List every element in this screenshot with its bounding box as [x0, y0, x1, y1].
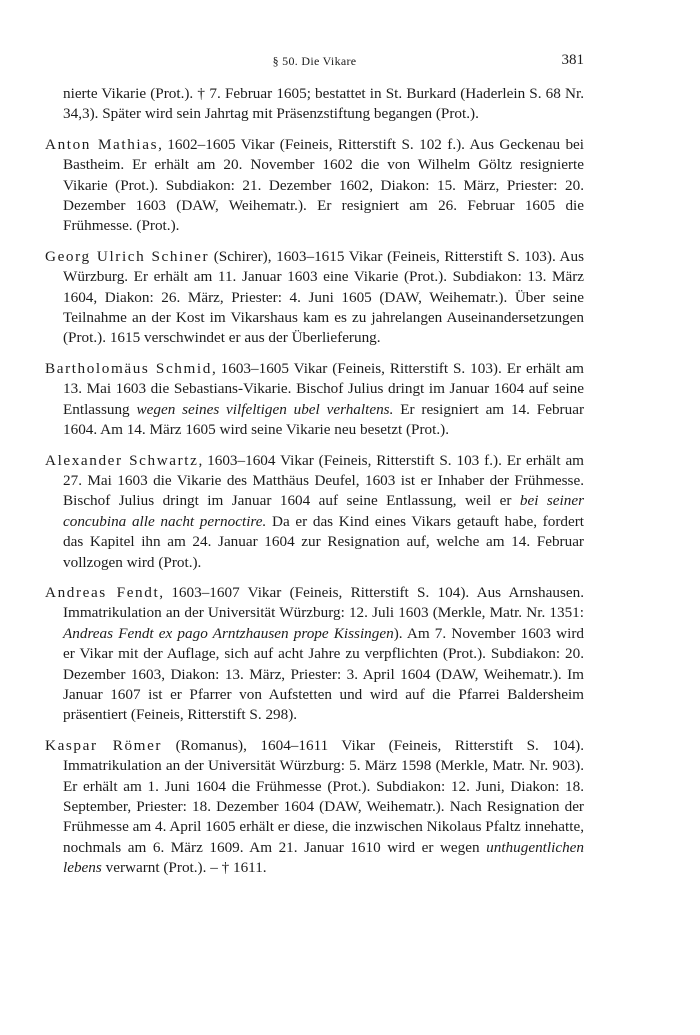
entry-text: Er resigniert am 14. Februar 1604. Am 14. März 1605 wird seine Vikarie neu besetzt (Prot.).: [63, 400, 584, 439]
entry-georg-ulrich-schiner: [45, 247, 584, 349]
source-quote: wegen seines vilfeltigen ubel verhaltens.: [136, 400, 394, 418]
entry-text: (Schirer), 1603–1615 Vikar (Feineis, Ritterstift S. 103). Aus Würzburg. Er erhält am 11. Januar 1603 eine Vikarie (Prot.). Subdiakon: 13. März 1604, Diakon: 26. März, Priester: 4. Juni 1605 (DAW, Weihematr.). Über seine Teilnahme an der Kost im Vikarshaus kam es zu jahrelangen Auseinandersetzungen (Prot.). 1615 verschwindet er aus der Überlieferung.: [63, 247, 584, 347]
source-quote: Andreas Fendt ex pago Arntzhausen prope Kissingen: [63, 624, 394, 642]
continued-entry: [45, 84, 584, 125]
entry-name: Bartholomäus Schmid: [45, 359, 212, 377]
text-body: [45, 84, 584, 879]
entry-anton-mathias: [45, 135, 584, 237]
entry-text: , 1603–1605 Vikar (Feineis, Ritterstift S. 103). Er erhält am 13. Mai 1603 die Sebastians-Vikarie. Bischof Julius dringt im Januar 1604 auf seine Entlassung: [63, 359, 584, 418]
entry-kaspar-roemer: [45, 736, 584, 879]
entry-text: , 1602–1605 Vikar (Feineis, Ritterstift S. 102 f.). Aus Geckenau bei Bastheim. Er erhält am 20. November 1602 die von Wilhelm Göltz resignierte Vikarie (Prot.). Subdiakon: 21. Dezember 1602, Diakon: 15. März, Priester: 20. Dezember 1603 (DAW, Weihematr.). Er resigniert am 26. Februar 1605 die Frühmesse. (Prot.).: [63, 135, 585, 235]
entry-text: , 1603–1604 Vikar (Feineis, Ritterstift S. 103 f.). Er erhält am 27. Mai 1603 die Vikarie des Matthäus Deufel, 1603 ist er Inhaber der Frühmesse. Bischof Julius dringt im Januar 1604 auf seine Entlassung, weil er: [63, 451, 584, 510]
entry-text: Da er das Kind eines Vikars getauft habe, fordert das Kapitel ihn am 24. Januar 1604 zur Resignation auf, welche am 14. Februar vollzogen wird (Prot.).: [63, 512, 584, 571]
page-number: 381: [561, 52, 584, 68]
entry-name: Kaspar Römer: [45, 736, 163, 754]
entry-text: verwarnt (Prot.). – † 1611.: [101, 859, 267, 877]
entry-name: Anton Mathias: [45, 135, 159, 153]
section-title: § 50. Die Vikare: [272, 54, 357, 68]
entry-bartholomaeus-schmid: [45, 359, 584, 441]
entry-text: , 1603–1607 Vikar (Feineis, Ritterstift S. 104). Aus Arnshausen. Immatrikulation an der Universität Würzburg: 12. Juli 1603 (Merkle, Matr. Nr. 1351:: [63, 583, 584, 622]
entry-text: (Romanus), 1604–1611 Vikar (Feineis, Ritterstift S. 104). Immatrikulation an der Universität Würzburg: 5. März 1598 (Merkle, Matr. Nr. 903). Er erhält am 1. Juni 1604 die Frühmesse (Prot.). Subdiakon: 12. Juni, Diakon: 18. September, Priester: 18. Dezember 1604 (DAW, Weihematr.). Nach Resignation der Frühmesse am 4. April 1605 erhält er diese, die inzwischen Nikolaus Pfaltz innehatte, nochmals am 6. März 1609. Am 21. Januar 1610 wird er wegen: [63, 736, 585, 856]
entry-name: Georg Ulrich Schiner: [45, 247, 210, 265]
entry-andreas-fendt: [45, 583, 584, 726]
entry-name: Alexander Schwartz: [45, 451, 199, 469]
running-head: [45, 52, 584, 76]
source-quote: unthugentlichen lebens: [63, 838, 584, 877]
entry-text: nierte Vikarie (Prot.). † 7. Februar 1605; bestattet in St. Burkard (Haderlein S. 68 Nr. 34,3). Später wird sein Jahrtag mit Präsenzstiftung begangen (Prot.).: [63, 85, 584, 123]
entry-name: Andreas Fendt: [45, 583, 160, 601]
entry-text: ). Am 7. November 1603 wird er Vikar mit der Auflage, sich auf acht Jahre zu verpflichten (Prot.). Subdiakon: 20. Dezember 1603, Diakon: 13. März, Priester: 3. April 1604 (DAW, Weihematr.). Im Januar 1607 ist er Pfarrer von Aufstetten und wird auf die Pfarrei Baldersheim präsentiert (Feineis, Ritterstift S. 298).: [63, 624, 584, 724]
entry-alexander-schwartz: [45, 451, 584, 573]
source-quote: bei seiner concubina alle nacht pernoctire.: [63, 492, 585, 530]
